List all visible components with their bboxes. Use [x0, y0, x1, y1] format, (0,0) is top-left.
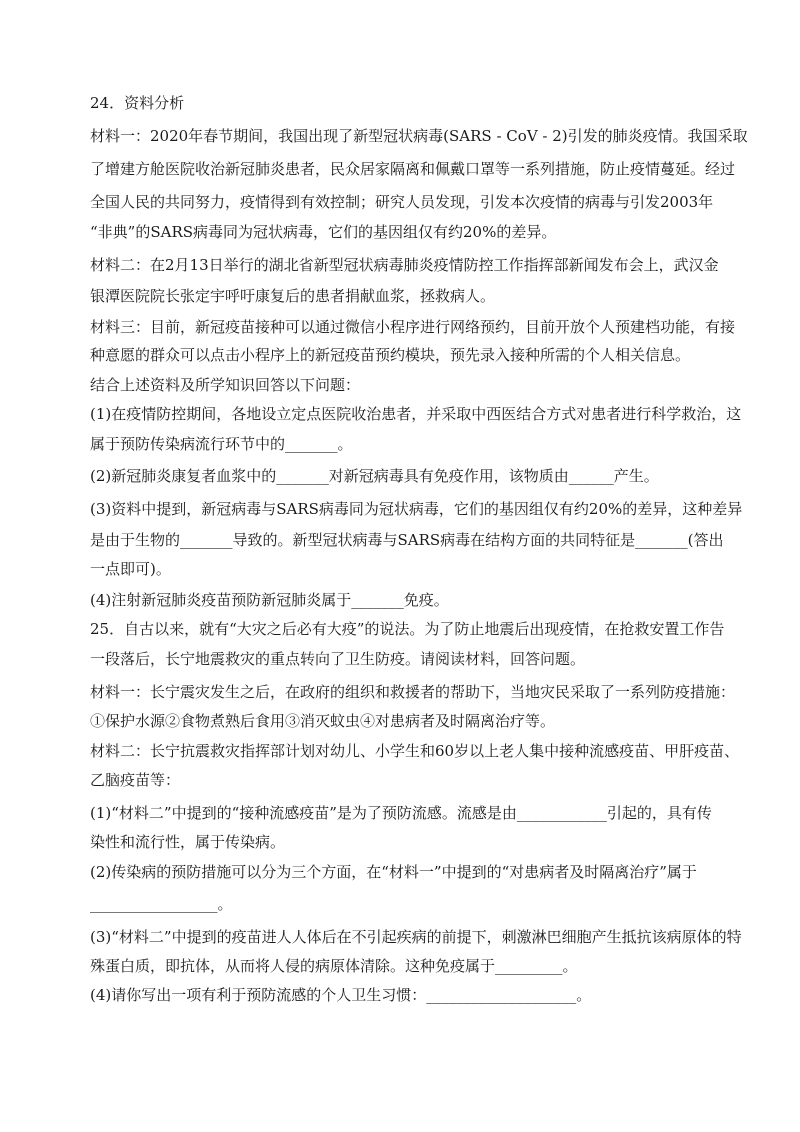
- q25-2-line-2: _________________。: [90, 895, 233, 913]
- q25-2-line-1: (2)传染病的预防措施可以分为三个方面，在“材料一”中提到的“对患病者及时隔离治疗”属于: [90, 863, 697, 881]
- material-3-line-1: 材料三：目前，新冠疫苗接种可以通过微信小程序进行网络预约，目前开放个人预建档功能，有接: [90, 318, 736, 336]
- q24-4-line: (4)注射新冠肺炎疫苗预防新冠肺炎属于_______免疫。: [90, 591, 449, 609]
- q24-1-line-2: 属于预防传染病流行环节中的_______。: [90, 435, 353, 453]
- material-1-line-1: 材料一：2020年春节期间，我国出现了新型冠状病毒(SARS - CoV - 2)引发的肺炎疫情。我国采取: [90, 127, 748, 145]
- q24-3-line-2: 是由于生物的_______导致的。新型冠状病毒与SARS病毒在结构方面的共同特征是_______(答出: [90, 531, 724, 549]
- q25-material-1-line-1: 材料一：长宁震灾发生之后，在政府的组织和救援者的帮助下，当地灾民采取了一系列防疫措施：: [90, 683, 736, 701]
- q25-1-line-1: (1)“材料二”中提到的“接种流感疫苗”是为了预防流感。流感是由____________引起的，具有传: [90, 804, 712, 822]
- material-1-line-3: 全国人民的共同努力，疫情得到有效控制；研究人员发现，引发本次疫情的病毒与引发2003年: [90, 193, 714, 211]
- material-2-line-1: 材料二：在2月13日举行的湖北省新型冠状病毒肺炎疫情防控工作指挥部新闻发布会上，武汉金: [90, 256, 719, 274]
- q24-1-line-1: (1)在疫情防控期间，各地设立定点医院收治患者，并采取中西医结合方式对患者进行科学救治，这: [90, 405, 742, 423]
- q25-material-2-line-2: 乙脑疫苗等：: [90, 771, 181, 789]
- q25-material-2-line-1: 材料二：长宁抗震救灾指挥部计划对幼儿、小学生和60岁以上老人集中接种流感疫苗、甲肝疫苗、: [90, 742, 740, 760]
- q25-3-line-1: (3)“材料二”中提到的疫苗进人人体后在不引起疾病的前提下，刺激淋巴细胞产生抵抗该病原体的特: [90, 928, 742, 946]
- q25-1-line-2: 染性和流行性，属于传染病。: [90, 833, 286, 851]
- material-1-line-4: “非典”的SARS病毒同为冠状病毒，它们的基因组仅有约20%的差异。: [90, 223, 557, 241]
- material-3-line-2: 种意愿的群众可以点击小程序上的新冠疫苗预约模块，预先录入接种所需的个人相关信息。: [90, 346, 691, 364]
- q25-material-1-line-2: ①保护水源②食物煮熟后食用③消灭蚊虫④对患病者及时隔离治疗等。: [90, 712, 556, 730]
- material-1-line-2: 了增建方舱医院收治新冠肺炎患者，民众居家隔离和佩戴口罩等一系列措施，防止疫情蔓延。经过: [90, 160, 736, 178]
- q25-4-line: (4)请你写出一项有利于预防流感的个人卫生习惯：____________________。: [90, 986, 592, 1004]
- q24-3-line-3: 一点即可)。: [90, 560, 171, 578]
- question-24-heading: 24．资料分析: [90, 94, 185, 112]
- question-25-line-1: 25．自古以来，就有“大灾之后必有大疫”的说法。为了防止地震后出现疫情，在抢救安置工作告: [90, 620, 725, 638]
- question-25-line-2: 一段落后，长宁地震救灾的重点转向了卫生防疫。请阅读材料，回答问题。: [90, 650, 586, 668]
- q24-3-line-1: (3)资料中提到，新冠病毒与SARS病毒同为冠状病毒，它们的基因组仅有约20%的差异，这种差异: [90, 500, 743, 518]
- instruction-line: 结合上述资料及所学知识回答以下问题：: [90, 376, 361, 394]
- q25-3-line-2: 殊蛋白质，即抗体，从而将人侵的病原体清除。这种免疫属于_________。: [90, 957, 578, 975]
- material-2-line-2: 银潭医院院长张定宇呼吁康复后的患者捐献血浆，拯救病人。: [90, 287, 496, 305]
- q24-2-line: (2)新冠肺炎康复者血浆中的_______对新冠病毒具有免疫作用，该物质由______产生。: [90, 467, 659, 485]
